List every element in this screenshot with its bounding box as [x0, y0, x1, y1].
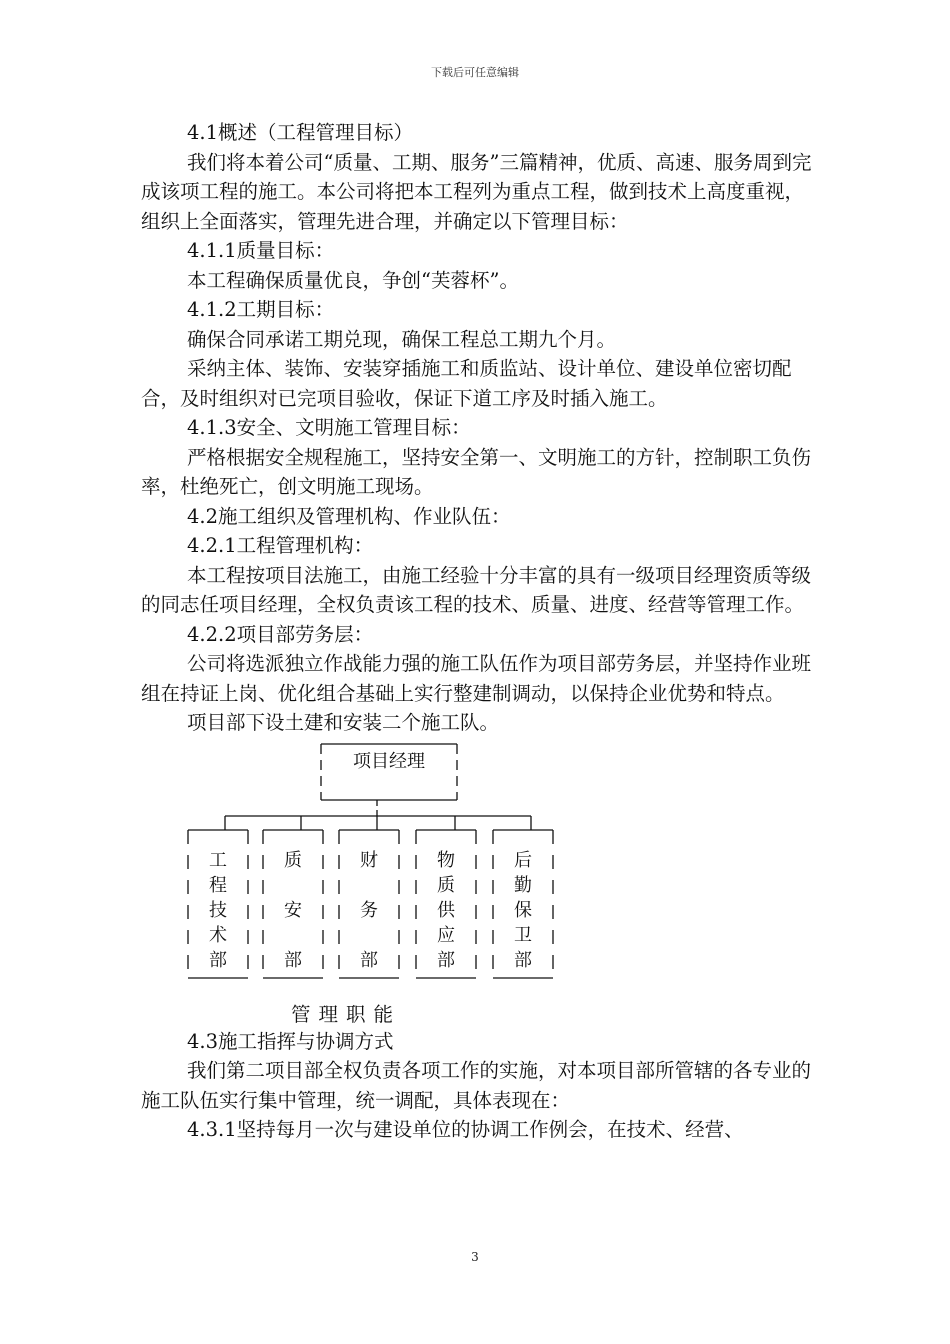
org-chart [141, 738, 813, 1063]
section-heading-4-3: 4.3施工指挥与协调方式 [187, 1029, 394, 1053]
section-heading-4-2: 4.2施工组织及管理机构、作业队伍： [187, 504, 511, 528]
document-body [141, 118, 813, 1145]
project-manager-box: 项目经理 [353, 750, 425, 772]
paragraph-intro: 我们将本着公司“质量、工期、服务”三篇精神，优质、高速、服务周到完成该项工程的施工。本公司将把本工程列为重点工程，做到技术上高度重视，组织上全面落实，管理先进合理，并确定以下管理目标： [141, 150, 812, 233]
dept-finance: 财 务 部 [360, 849, 378, 971]
dept-engineering-tech: 工 程 技 术 部 [209, 849, 227, 971]
teams-text: 项目部下设土建和安装二个施工队。 [187, 711, 500, 734]
labor-text: 公司将选派独立作战能力强的施工队伍作为项目部劳务层，并坚持作业班组在持证上岗、优化组合基础上实行整建制调动，以保持企业优势和特点。 [141, 652, 812, 705]
labor-heading: 4.2.2项目部劳务层： [187, 622, 374, 646]
org-chart-caption: 管理职能 [290, 1002, 401, 1026]
section-heading-4-1: 4.1概述（工程管理目标） [187, 121, 414, 144]
org-heading: 4.2.1工程管理机构： [187, 534, 374, 557]
dept-quality-safety: 质 安 部 [284, 849, 302, 971]
safety-heading: 4.1.3安全、文明施工管理目标： [187, 416, 471, 439]
schedule-text-1: 确保合同承诺工期兑现，确保工程总工期九个月。 [187, 327, 617, 351]
quality-text: 本工程确保质量优良，争创“芙蓉杯”。 [187, 268, 519, 292]
page-header: 下载后可任意编辑 [431, 66, 519, 79]
dept-material-supply: 物 质 供 应 部 [437, 849, 455, 971]
coordination-intro: 我们第二项目部全权负责各项工作的实施，对本项目部所管辖的各专业的施工队伍实行集中管理，统一调配，具体表现在： [141, 1059, 812, 1112]
safety-text: 严格根据安全规程施工，坚持安全第一、文明施工的方针，控制职工负伤率，杜绝死亡，创文明施工现场。 [141, 445, 812, 498]
dept-logistics-security: 后 勤 保 卫 部 [514, 849, 532, 971]
schedule-text-2: 采纳主体、装饰、安装穿插施工和质监站、设计单位、建设单位密切配合，及时组织对已完项目验收，保证下道工序及时插入施工。 [141, 357, 792, 410]
page-number: 3 [471, 1250, 479, 1264]
org-text: 本工程按项目法施工，由施工经验十分丰富的具有一级项目经理资质等级的同志任项目经理，全权负责该工程的技术、质量、进度、经营等管理工作。 [141, 563, 812, 616]
quality-heading: 4.1.1质量目标： [187, 239, 335, 262]
coordination-item-1: 4.3.1坚持每月一次与建设单位的协调工作例会，在技术、经营、 [187, 1118, 744, 1141]
schedule-heading: 4.1.2工期目标： [187, 298, 335, 321]
